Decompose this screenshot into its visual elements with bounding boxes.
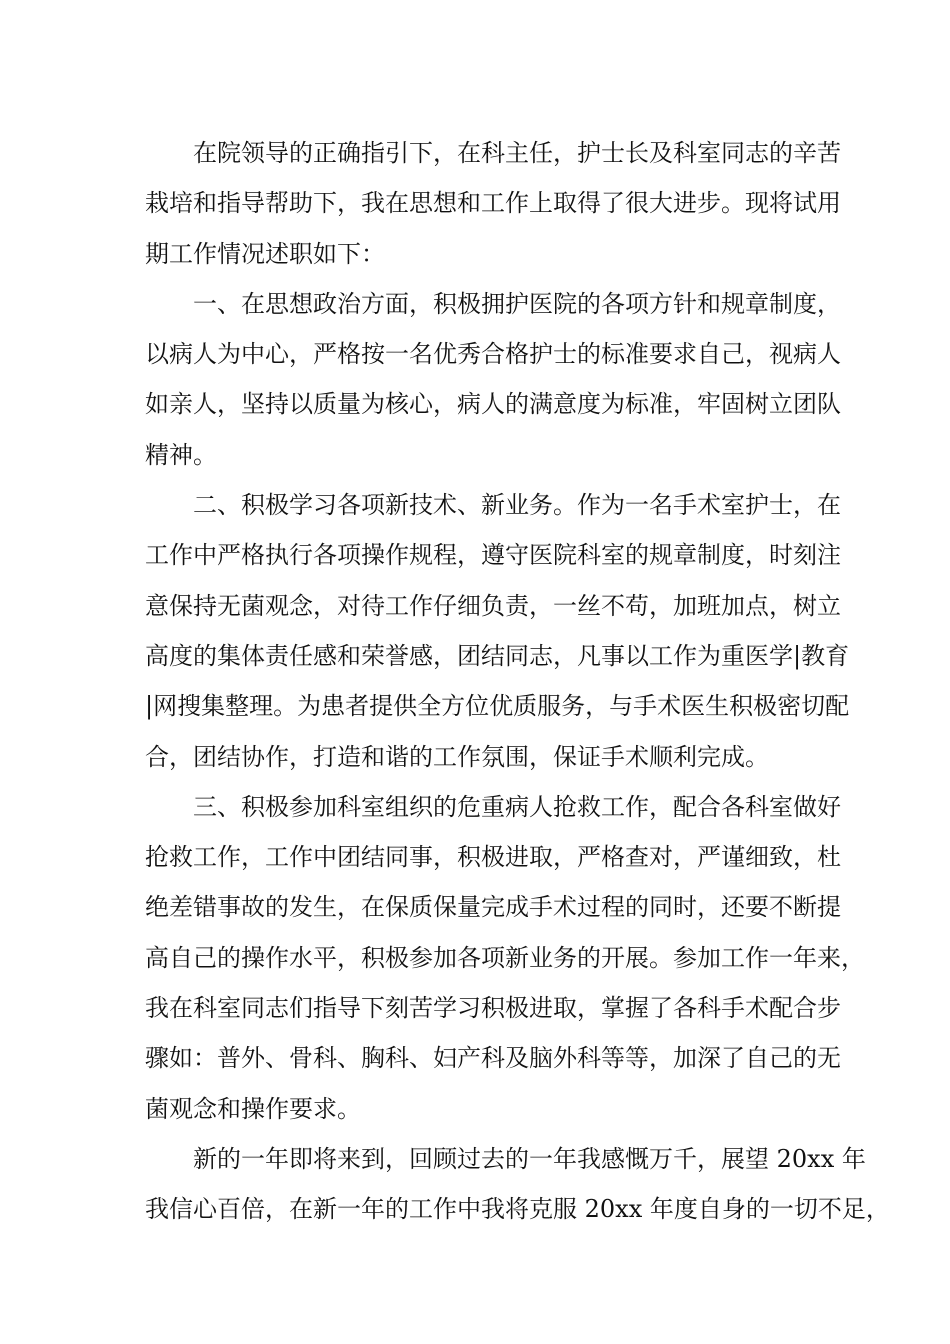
text-line: 我在科室同志们指导下刻苦学习积极进取，掌握了各科手术配合步 <box>145 994 841 1023</box>
text-line: 二、积极学习各项新技术、新业务。作为一名手术室护士，在 <box>193 491 841 520</box>
text-line: 高自己的操作水平，积极参加各项新业务的开展。参加工作一年来， <box>145 943 865 972</box>
text-line: 以病人为中心，严格按一名优秀合格护士的标准要求自己，视病人 <box>145 340 841 369</box>
document-body <box>145 128 890 1235</box>
text-line: 合，团结协作，打造和谐的工作氛围，保证手术顺利完成。 <box>145 742 769 771</box>
text-line: 工作中严格执行各项操作规程，遵守医院科室的规章制度，时刻注 <box>145 541 841 570</box>
text-line: 三、积极参加科室组织的危重病人抢救工作，配合各科室做好 <box>193 792 841 821</box>
text-line: 如亲人，坚持以质量为核心，病人的满意度为标准，牢固树立团队 <box>145 390 841 419</box>
text-line: 精神。 <box>145 440 217 469</box>
text-line: 意保持无菌观念，对待工作仔细负责，一丝不苟，加班加点，树立 <box>145 591 841 620</box>
text-line: 我信心百倍，在新一年的工作中我将克服 20xx 年度自身的一切不足， <box>145 1195 890 1224</box>
text-line: 绝差错事故的发生，在保质保量完成手术过程的同时，还要不断提 <box>145 893 841 922</box>
text-line: 骤如：普外、骨科、胸科、妇产科及脑外科等等，加深了自己的无 <box>145 1044 841 1073</box>
text-line: 期工作情况述职如下： <box>145 239 385 268</box>
text-line: 在院领导的正确指引下，在科主任，护士长及科室同志的辛苦 <box>193 139 841 167</box>
text-line: |网搜集整理。为患者提供全方位优质服务，与手术医生积极密切配 <box>145 692 850 721</box>
text-line: 栽培和指导帮助下，我在思想和工作上取得了很大进步。现将试用 <box>145 189 841 218</box>
text-line: 菌观念和操作要求。 <box>145 1094 361 1123</box>
text-line: 高度的集体责任感和荣誉感，团结同志，凡事以工作为重医学|教育 <box>145 641 850 670</box>
text-line: 新的一年即将来到，回顾过去的一年我感慨万千，展望 20xx 年 <box>193 1144 866 1173</box>
text-line: 抢救工作，工作中团结同事，积极进取，严格查对，严谨细致，杜 <box>145 843 841 872</box>
text-line: 一、在思想政治方面，积极拥护医院的各项方针和规章制度， <box>193 289 841 318</box>
